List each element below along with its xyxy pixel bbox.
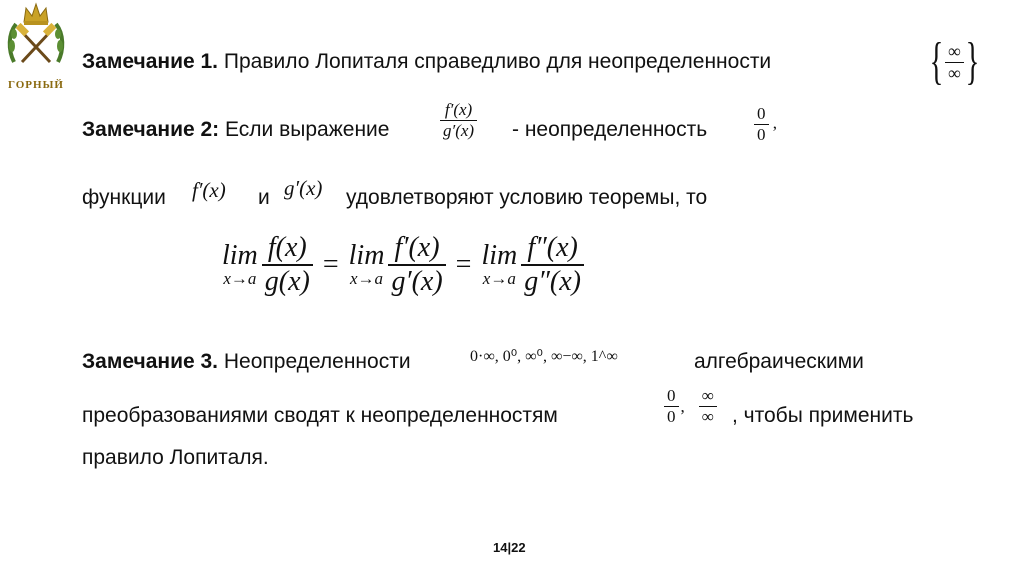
fprime-over-gprime: $\frac{f'(x)}{g'(x)}$ [440,100,477,141]
line-6-text: правило Лопиталя. [82,446,269,469]
remark-1-label: Замечание 1. [82,50,219,73]
remark-3-text: Неопределенности [223,350,411,373]
line-5-tail: , чтобы применить [732,404,914,427]
remark-1 [82,50,771,74]
remark-2-label: Замечание 2: [82,118,220,141]
gprime-x: g′(x) [284,176,323,200]
zero-over-zero: $\frac{0}{0}$ , [754,104,777,145]
indeterminate-forms: 0·∞, 0⁰, ∞⁰, ∞−∞, 1^∞ [470,348,618,365]
remark-2-dash: - неопределенность [512,118,708,141]
crown-hammers-emblem-icon [4,2,68,74]
remark-1-text: Правило Лопиталя справедливо для неопределенности [223,50,772,73]
page-number: 14|22 [493,540,526,555]
logo-caption: ГОРНЫЙ [8,79,64,91]
line-3-functions: функции [82,186,166,209]
fprime-x: f′(x) [192,178,226,202]
lhopital-formula: lim x→a $\frac{f(x)}{g(x)}$ = lim x→a $\frac{f'(x)}{g'(x)}$ = lim x→a $\frac{f''(x)}{g''(x)}$ [222,232,584,298]
line-3-and: и [258,186,270,209]
remark-3-tail: алгебраическими [694,350,864,373]
zero-over-zero-2: $\frac{0}{0}$ , $\frac{\infty}{\infty}$ [664,386,717,427]
remark-3-label: Замечание 3. [82,350,219,373]
line-5-text: преобразованиями сводят к неопределенностям [82,404,558,427]
line-3-text: удовлетворяют условию теоремы, то [346,186,708,209]
remark-2-text: Если выражение [225,118,390,141]
university-logo [4,2,68,90]
remark-3 [82,350,411,374]
remark-2 [82,118,389,142]
inf-over-inf-braced: { $\frac{\infty}{\infty}$ } [929,33,980,90]
